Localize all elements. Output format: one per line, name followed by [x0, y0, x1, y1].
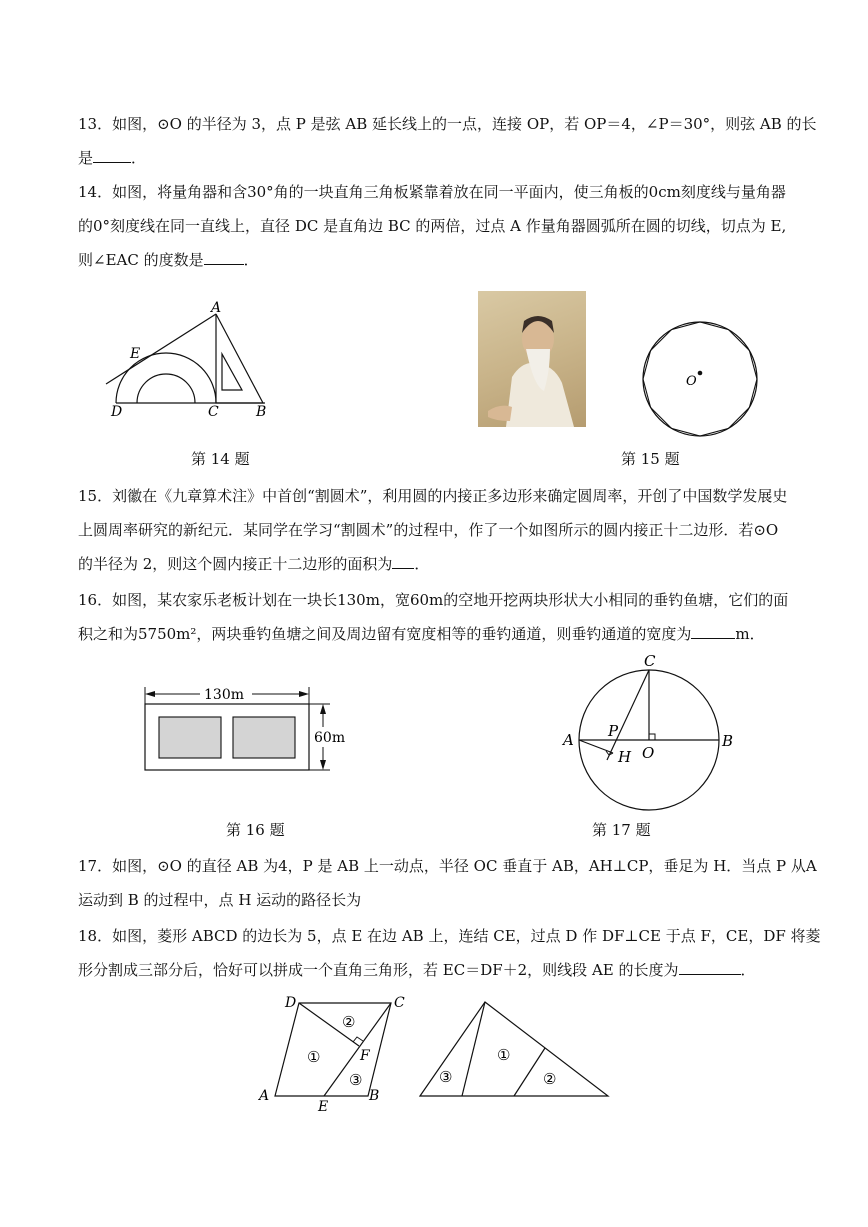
problem-18-text: 形分割成三部分后，恰好可以拼成一个直角三角形，若 EC＝DF＋2，则线段 AE 的长度为 — [78, 961, 679, 979]
period: ． — [740, 961, 756, 979]
label-B: B — [369, 1088, 380, 1104]
figure-15-dodecagon — [640, 319, 760, 439]
problem-17-line-1: 17．如图，⊙O 的直径 AB 为4，P 是 AB 上一动点，半径 OC 垂直于 AB，AH⊥CP，垂足为 H．当点 P 从A — [78, 857, 817, 875]
problem-15-line-3 — [78, 554, 429, 574]
label-130m: 130m — [204, 687, 244, 703]
caption-fig14: 第 14 题 — [191, 450, 250, 468]
problem-14-line-2: 的0°刻度线在同一直线上，直径 DC 是直角边 BC 的两倍，过点 A 作量角器圆弧所在圆的切线，切点为 E, — [78, 217, 787, 235]
answer-blank-15[interactable] — [392, 554, 414, 569]
problem-18-line-2 — [78, 960, 756, 980]
problem-14-text: 则∠EAC 的度数是 — [78, 251, 204, 269]
problem-13-text: 是 — [78, 149, 94, 167]
label-C: C — [208, 404, 219, 420]
problem-15-line-1: 15．刘徽在《九章算术注》中首创“割圆术”，利用圆的内接正多边形来确定圆周率，开创了中国数学发展史 — [78, 487, 788, 505]
label-O: O — [686, 374, 697, 389]
liu-hui-portrait — [478, 291, 586, 427]
problem-13-line-2 — [78, 148, 146, 168]
problem-14-line-3 — [78, 250, 259, 270]
label-F: F — [360, 1048, 370, 1064]
caption-fig15: 第 15 题 — [621, 450, 680, 468]
label-A: A — [259, 1088, 270, 1104]
caption-fig16: 第 16 题 — [226, 821, 285, 839]
problem-16-line-2 — [78, 624, 765, 644]
answer-blank-18[interactable] — [679, 960, 741, 975]
label-B: B — [722, 732, 734, 750]
label-A: A — [211, 300, 222, 316]
region-3-label: ③ — [349, 1071, 363, 1089]
label-E: E — [130, 346, 141, 362]
problem-16-line-1: 16．如图，某农家乐老板计划在一块长130m，宽60m的空地开挖两块形状大小相同的垂钓鱼塘，它们的面 — [78, 591, 789, 609]
answer-blank-13[interactable] — [93, 148, 131, 163]
answer-blank-14[interactable] — [204, 250, 244, 265]
figure-17 — [560, 652, 750, 812]
problem-17-line-2: 运动到 B 的过程中，点 H 运动的路径长为 — [78, 891, 362, 909]
label-P: P — [608, 722, 619, 740]
period: ． — [243, 251, 259, 269]
problem-14-line-1: 14．如图，将量角器和含30°角的一块直角三角板紧靠着放在同一平面内，使三角板的0cm刻度线与量角器 — [78, 183, 786, 201]
label-E: E — [318, 1099, 329, 1115]
label-60m: 60m — [314, 730, 346, 746]
caption-fig17: 第 17 题 — [592, 821, 651, 839]
region-1-label: ① — [307, 1048, 321, 1066]
period: ． — [414, 555, 430, 573]
region-2-label: ② — [342, 1013, 356, 1031]
problem-18-line-1: 18．如图，菱形 ABCD 的边长为 5，点 E 在边 AB 上，连结 CE，过点 D 作 DF⊥CE 于点 F，CE，DF 将菱 — [78, 927, 821, 945]
label-C: C — [644, 652, 656, 670]
period: ． — [131, 149, 147, 167]
figure-16 — [140, 683, 360, 783]
region-2-label: ② — [543, 1070, 557, 1088]
problem-13-line-1: 13．如图，⊙O 的半径为 3，点 P 是弦 AB 延长线上的一点，连接 OP，若 OP＝4，∠P＝30°，则弦 AB 的长 — [78, 115, 817, 133]
label-D: D — [285, 995, 297, 1011]
label-B: B — [256, 404, 267, 420]
figure-14 — [100, 298, 280, 423]
problem-15-text: 的半径为 2，则这个圆内接正十二边形的面积为 — [78, 555, 393, 573]
period: ． — [749, 625, 765, 643]
unit-m: m — [735, 625, 750, 643]
answer-blank-16[interactable] — [691, 624, 735, 639]
label-D: D — [111, 404, 123, 420]
label-H: H — [618, 748, 632, 766]
label-A: A — [563, 731, 574, 749]
problem-16-text: 积之和为5750m²，两块垂钓鱼塘之间及周边留有宽度相等的垂钓通道，则垂钓通道的宽度为 — [78, 625, 692, 643]
problem-15-line-2: 上圆周率研究的新纪元．某同学在学习“割圆术”的过程中，作了一个如图所示的圆内接正十二边形．若⊙O — [78, 521, 779, 539]
label-C: C — [394, 995, 405, 1011]
region-1-label: ① — [497, 1046, 511, 1064]
label-O: O — [642, 744, 655, 762]
figure-18-rhombus — [255, 993, 420, 1113]
figure-18-triangle — [415, 998, 615, 1102]
region-3-label: ③ — [439, 1068, 453, 1086]
